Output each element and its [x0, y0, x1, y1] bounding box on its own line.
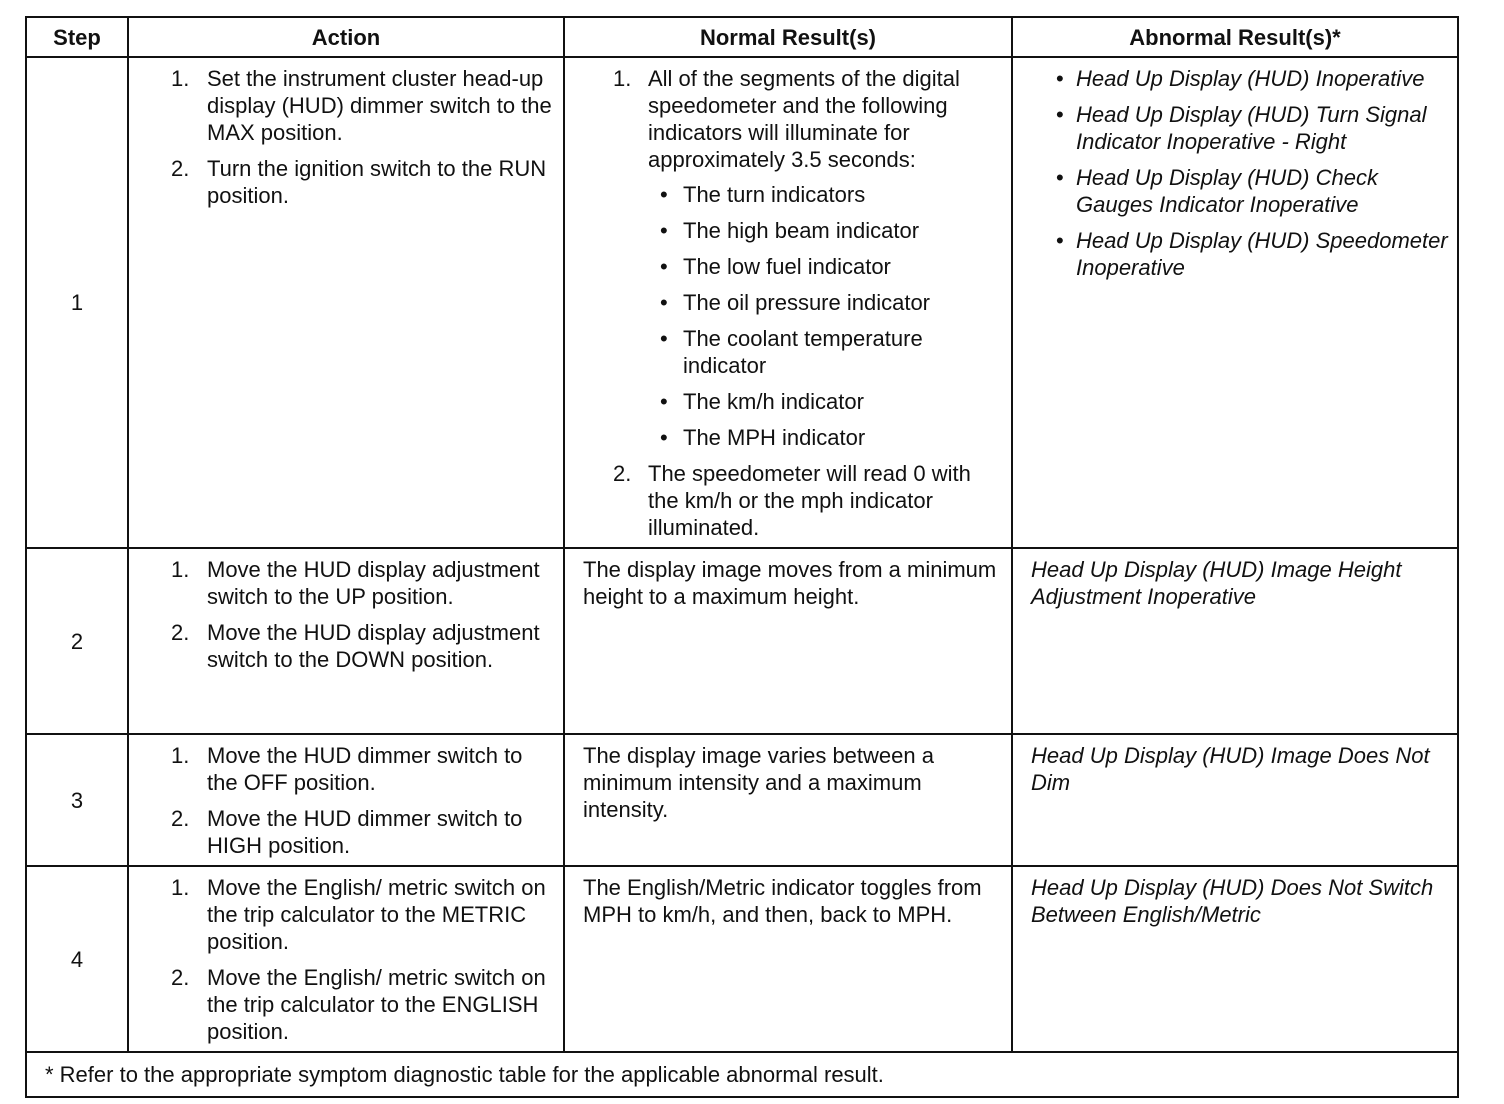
action-item: 2. Move the English/ metric switch on the trip calculator to the ENGLISH position.: [171, 965, 546, 1044]
step-number: 3: [26, 734, 128, 866]
list-item: • The oil pressure indicator: [660, 290, 931, 315]
abnormal-result-cell: Head Up Display (HUD) Does Not Switch Between English/Metric: [1012, 866, 1458, 1052]
normal-item: 1. All of the segments of the digital speedometer and the following indicators will illuminate for approximately 3.5 seconds: • The turn indicators • The high beam indicator • The low fuel indicator • The oil pressure indicator • The coolant temperature indicator • The km/h indicator • The MPH indicator: [573, 65, 1003, 451]
abnormal-item: • Head Up Display (HUD) Inoperative: [1056, 66, 1425, 91]
step-number: 1: [26, 57, 128, 548]
action-item: 2. Turn the ignition switch to the RUN position.: [171, 156, 547, 208]
table-row: [26, 866, 1458, 1052]
list-item: • The coolant temperature indicator: [660, 326, 923, 378]
indicator-list: [648, 181, 1003, 451]
action-item: 1. Set the instrument cluster head-up display (HUD) dimmer switch to the MAX position.: [171, 66, 552, 145]
action-item: 2. Move the HUD display adjustment switch to the DOWN position.: [171, 620, 540, 672]
action-item: 2. Move the HUD dimmer switch to HIGH position.: [171, 806, 523, 858]
header-action: Action: [128, 17, 564, 57]
abnormal-item: • Head Up Display (HUD) Turn Signal Indicator Inoperative - Right: [1056, 102, 1427, 154]
list-item: • The low fuel indicator: [660, 254, 891, 279]
header-row: [26, 17, 1458, 57]
diagnostic-table: [25, 16, 1459, 1098]
footnote-row: [26, 1052, 1458, 1097]
header-step: Step: [26, 17, 128, 57]
action-cell: [128, 734, 564, 866]
normal-result-cell: The display image varies between a minimum intensity and a maximum intensity.: [564, 734, 1012, 866]
action-cell: [128, 866, 564, 1052]
normal-item: 2. The speedometer will read 0 with the km/h or the mph indicator illuminated.: [613, 461, 971, 540]
list-item: • The high beam indicator: [660, 218, 920, 243]
list-item: • The km/h indicator: [660, 389, 864, 414]
normal-result-cell: The display image moves from a minimum height to a maximum height.: [564, 548, 1012, 734]
action-item: 1. Move the HUD dimmer switch to the OFF position.: [171, 743, 523, 795]
header-normal-results: Normal Result(s): [564, 17, 1012, 57]
list-item: • The MPH indicator: [660, 425, 866, 450]
abnormal-result-cell: Head Up Display (HUD) Image Does Not Dim: [1012, 734, 1458, 866]
footnote: * Refer to the appropriate symptom diagnostic table for the applicable abnormal result.: [26, 1052, 1458, 1097]
table-row: [26, 57, 1458, 548]
action-item: 1. Move the HUD display adjustment switch to the UP position.: [171, 557, 540, 609]
normal-result-cell: [564, 57, 1012, 548]
abnormal-result-cell: Head Up Display (HUD) Image Height Adjustment Inoperative: [1012, 548, 1458, 734]
abnormal-item: • Head Up Display (HUD) Speedometer Inoperative: [1056, 228, 1448, 280]
table-row: [26, 734, 1458, 866]
header-abnormal-results: Abnormal Result(s)*: [1012, 17, 1458, 57]
abnormal-result-cell: [1012, 57, 1458, 548]
action-item: 1. Move the English/ metric switch on the trip calculator to the METRIC position.: [171, 875, 546, 954]
action-cell: [128, 57, 564, 548]
table-row: [26, 548, 1458, 734]
list-item: • The turn indicators: [660, 182, 866, 207]
action-cell: [128, 548, 564, 734]
normal-result-cell: The English/Metric indicator toggles from MPH to km/h, and then, back to MPH.: [564, 866, 1012, 1052]
step-number: 4: [26, 866, 128, 1052]
abnormal-item: • Head Up Display (HUD) Check Gauges Indicator Inoperative: [1056, 165, 1378, 217]
step-number: 2: [26, 548, 128, 734]
